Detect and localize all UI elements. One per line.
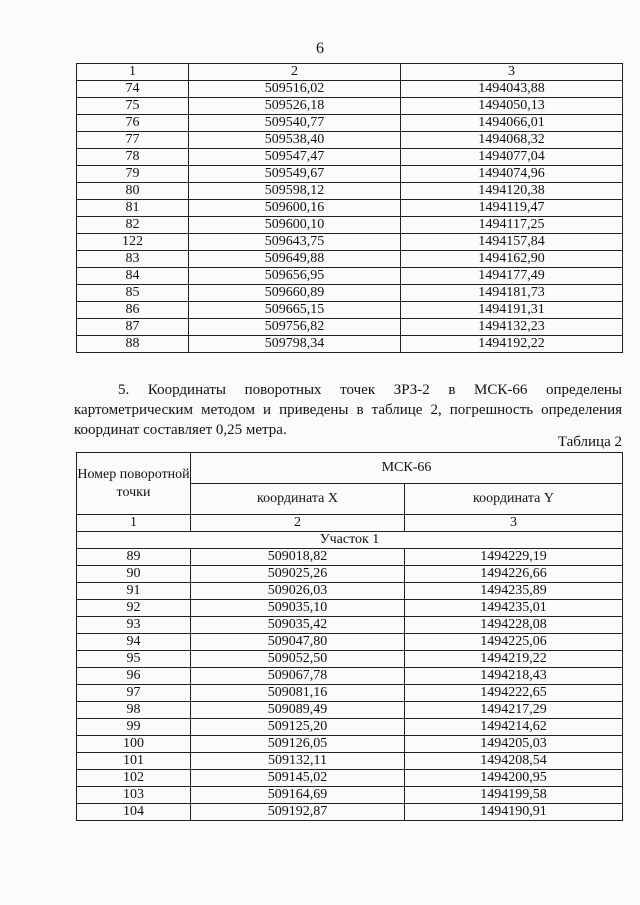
table-row: [77, 549, 623, 566]
table-row: [77, 285, 623, 302]
table1-header-cell: 2: [189, 64, 401, 81]
point-number-cell: 93: [77, 617, 191, 634]
point-number-cell: 80: [77, 183, 189, 200]
table-row: [77, 81, 623, 98]
table-row: [77, 166, 623, 183]
table-row: [77, 804, 623, 821]
coordinate-y-cell: 1494217,29: [405, 702, 623, 719]
point-number-cell: 99: [77, 719, 191, 736]
header-coordinate-system: МСК-66: [191, 453, 623, 484]
table-row: [77, 651, 623, 668]
point-number-cell: 77: [77, 132, 189, 149]
coordinate-y-cell: 1494228,08: [405, 617, 623, 634]
point-number-cell: 75: [77, 98, 189, 115]
coordinate-y-cell: 1494205,03: [405, 736, 623, 753]
point-number-cell: 103: [77, 787, 191, 804]
point-number-cell: 101: [77, 753, 191, 770]
coordinate-x-cell: 509081,16: [191, 685, 405, 702]
coordinate-x-cell: 509538,40: [189, 132, 401, 149]
coordinates-table-continued: [76, 63, 623, 353]
coordinate-x-cell: 509660,89: [189, 285, 401, 302]
point-number-cell: 88: [77, 336, 189, 353]
coordinate-y-cell: 1494225,06: [405, 634, 623, 651]
coordinate-y-cell: 1494235,01: [405, 600, 623, 617]
coordinate-y-cell: 1494043,88: [401, 81, 623, 98]
point-number-cell: 92: [77, 600, 191, 617]
coordinate-x-cell: 509145,02: [191, 770, 405, 787]
coordinate-x-cell: 509600,10: [189, 217, 401, 234]
point-number-cell: 94: [77, 634, 191, 651]
coordinate-x-cell: 509067,78: [191, 668, 405, 685]
coordinate-y-cell: 1494177,49: [401, 268, 623, 285]
coordinate-y-cell: 1494200,95: [405, 770, 623, 787]
coordinate-x-cell: 509598,12: [189, 183, 401, 200]
table-row: [77, 251, 623, 268]
coordinate-y-cell: 1494068,32: [401, 132, 623, 149]
coordinate-x-cell: 509756,82: [189, 319, 401, 336]
coordinate-x-cell: 509126,05: [191, 736, 405, 753]
table1-header-cell: 1: [77, 64, 189, 81]
coordinate-x-cell: 509549,67: [189, 166, 401, 183]
point-number-cell: 90: [77, 566, 191, 583]
table-row: [77, 770, 623, 787]
point-number-cell: 83: [77, 251, 189, 268]
table-row: [77, 566, 623, 583]
coordinate-y-cell: 1494218,43: [405, 668, 623, 685]
table-row: [77, 268, 623, 285]
coordinate-x-cell: 509047,80: [191, 634, 405, 651]
point-number-cell: 85: [77, 285, 189, 302]
coordinate-y-cell: 1494066,01: [401, 115, 623, 132]
header-point-number: Номер поворотной точки: [77, 453, 191, 515]
coordinate-x-cell: 509035,10: [191, 600, 405, 617]
coordinate-y-cell: 1494120,38: [401, 183, 623, 200]
section-title: Участок 1: [77, 532, 623, 549]
table-row: [77, 753, 623, 770]
table1-header-row: [77, 64, 623, 81]
table2-caption: Таблица 2: [557, 434, 622, 450]
coordinate-y-cell: 1494199,58: [405, 787, 623, 804]
column-number-cell: 3: [405, 515, 623, 532]
coordinate-x-cell: 509089,49: [191, 702, 405, 719]
table-row: [77, 217, 623, 234]
coordinate-x-cell: 509547,47: [189, 149, 401, 166]
column-number-cell: 1: [77, 515, 191, 532]
table-row: [77, 634, 623, 651]
table-row: [77, 302, 623, 319]
coordinate-x-cell: 509526,18: [189, 98, 401, 115]
column-number-cell: 2: [191, 515, 405, 532]
section-row: [77, 532, 623, 549]
point-number-cell: 100: [77, 736, 191, 753]
coordinate-x-cell: 509125,20: [191, 719, 405, 736]
coordinate-y-cell: 1494219,22: [405, 651, 623, 668]
coordinate-x-cell: 509656,95: [189, 268, 401, 285]
coordinate-y-cell: 1494226,66: [405, 566, 623, 583]
point-number-cell: 81: [77, 200, 189, 217]
coordinate-x-cell: 509665,15: [189, 302, 401, 319]
table-row: [77, 668, 623, 685]
coordinate-y-cell: 1494190,91: [405, 804, 623, 821]
point-number-cell: 91: [77, 583, 191, 600]
table-row: [77, 98, 623, 115]
coordinate-y-cell: 1494181,73: [401, 285, 623, 302]
table-row: [77, 200, 623, 217]
table1-header-cell: 3: [401, 64, 623, 81]
point-number-cell: 84: [77, 268, 189, 285]
coordinates-table-2: [76, 452, 623, 821]
coordinate-y-cell: 1494191,31: [401, 302, 623, 319]
point-number-cell: 74: [77, 81, 189, 98]
coordinate-x-cell: 509516,02: [189, 81, 401, 98]
coordinate-y-cell: 1494192,22: [401, 336, 623, 353]
table2-header-row: [77, 453, 623, 484]
point-number-cell: 76: [77, 115, 189, 132]
table-row: [77, 183, 623, 200]
table2-body: [77, 453, 623, 821]
table-row: [77, 336, 623, 353]
point-number-cell: 86: [77, 302, 189, 319]
table-row: [77, 132, 623, 149]
table-row: [77, 787, 623, 804]
table-row: [77, 617, 623, 634]
coordinate-x-cell: 509026,03: [191, 583, 405, 600]
point-number-cell: 78: [77, 149, 189, 166]
coordinate-x-cell: 509798,34: [189, 336, 401, 353]
point-number-cell: 96: [77, 668, 191, 685]
coordinate-x-cell: 509192,87: [191, 804, 405, 821]
point-number-cell: 122: [77, 234, 189, 251]
point-number-cell: 97: [77, 685, 191, 702]
coordinate-x-cell: 509035,42: [191, 617, 405, 634]
table-row: [77, 702, 623, 719]
header-coordinate-y: координата Y: [405, 484, 623, 515]
coordinate-x-cell: 509540,77: [189, 115, 401, 132]
point-number-cell: 102: [77, 770, 191, 787]
table-row: [77, 685, 623, 702]
point-number-cell: 79: [77, 166, 189, 183]
table-row: [77, 719, 623, 736]
point-number-cell: 95: [77, 651, 191, 668]
table-row: [77, 583, 623, 600]
point-number-cell: 104: [77, 804, 191, 821]
table-row: [77, 736, 623, 753]
point-number-cell: 98: [77, 702, 191, 719]
coordinate-x-cell: 509643,75: [189, 234, 401, 251]
table-row: [77, 319, 623, 336]
coordinate-y-cell: 1494074,96: [401, 166, 623, 183]
coordinate-x-cell: 509025,26: [191, 566, 405, 583]
coordinate-y-cell: 1494162,90: [401, 251, 623, 268]
page-number: 6: [316, 40, 324, 57]
paragraph-5: 5. Координаты поворотных точек ЗРЗ-2 в МСК-66 определены картометрическим методом и приведены в таблице 2, погрешность определения координат составляет 0,25 метра.: [74, 382, 622, 438]
coordinate-x-cell: 509132,11: [191, 753, 405, 770]
coordinate-x-cell: 509018,82: [191, 549, 405, 566]
table2-number-row: [77, 515, 623, 532]
header-coordinate-x: координата X: [191, 484, 405, 515]
table-row: [77, 234, 623, 251]
coordinate-y-cell: 1494077,04: [401, 149, 623, 166]
coordinate-y-cell: 1494208,54: [405, 753, 623, 770]
table-row: [77, 115, 623, 132]
coordinate-x-cell: 509164,69: [191, 787, 405, 804]
coordinate-y-cell: 1494235,89: [405, 583, 623, 600]
point-number-cell: 87: [77, 319, 189, 336]
table1-body: [77, 64, 623, 353]
coordinate-y-cell: 1494229,19: [405, 549, 623, 566]
point-number-cell: 89: [77, 549, 191, 566]
coordinate-x-cell: 509600,16: [189, 200, 401, 217]
coordinate-y-cell: 1494222,65: [405, 685, 623, 702]
coordinate-y-cell: 1494119,47: [401, 200, 623, 217]
coordinate-x-cell: 509649,88: [189, 251, 401, 268]
coordinate-y-cell: 1494157,84: [401, 234, 623, 251]
table-row: [77, 600, 623, 617]
point-number-cell: 82: [77, 217, 189, 234]
table-row: [77, 149, 623, 166]
coordinate-y-cell: 1494132,23: [401, 319, 623, 336]
coordinate-y-cell: 1494117,25: [401, 217, 623, 234]
coordinate-y-cell: 1494214,62: [405, 719, 623, 736]
coordinate-y-cell: 1494050,13: [401, 98, 623, 115]
coordinate-x-cell: 509052,50: [191, 651, 405, 668]
